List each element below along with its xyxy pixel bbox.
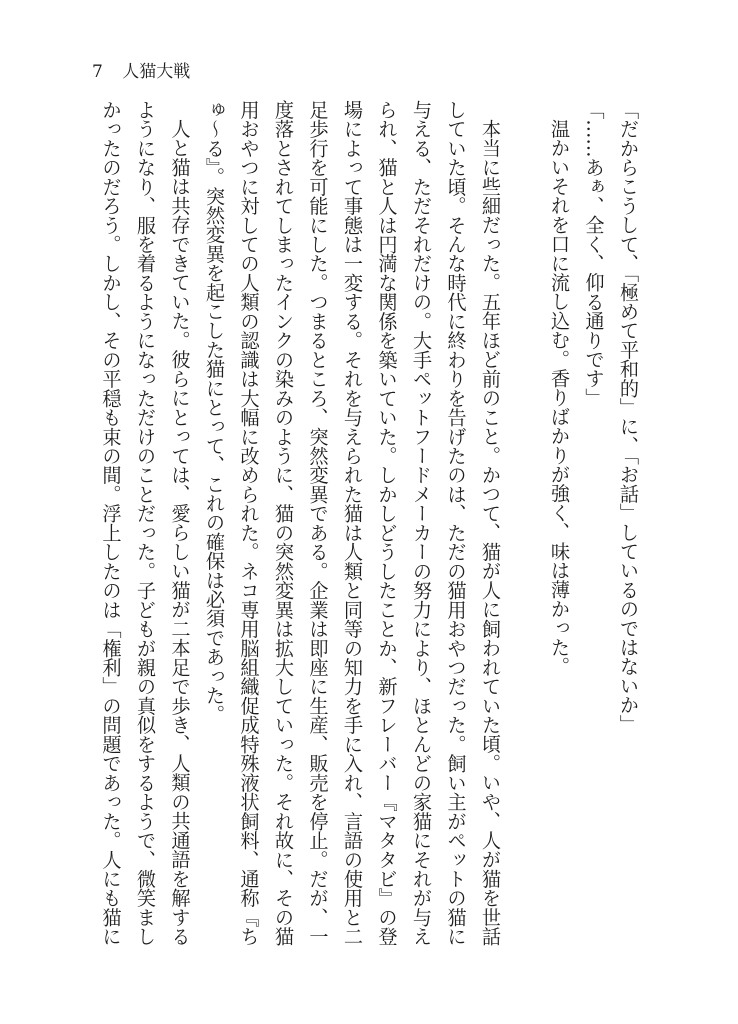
dialogue-line: 「だからこうして、「極めて平和的」に、「お話」しているのではないか」 bbox=[617, 100, 640, 734]
dialogue-line: 「……あぁ、全く、仰る通りです」 bbox=[582, 100, 606, 408]
paragraph-line: られ、猫と人は円満な関係を築いていた。しかしどうしたことか、新フレーバー『マタタビ』の登 bbox=[375, 100, 399, 946]
vertical-body-text bbox=[93, 100, 645, 946]
paragraph-line: ゅ〜る』。突然変異を起こした猫にとって、これの確保は必須であった。 bbox=[203, 100, 226, 724]
paragraph-line: 与える、ただそれだけの。大手ペットフードメーカーの努力により、ほとんどの家猫にそれが与え bbox=[410, 100, 433, 946]
paragraph-gap bbox=[507, 100, 542, 946]
chapter-title: 人猫大戦 bbox=[122, 62, 191, 82]
running-header bbox=[92, 57, 190, 82]
paragraph-line: していた頃。そんな時代に終わりを告げたのは、ただの猫用おやつだった。飼い主がペットの猫に bbox=[444, 100, 468, 946]
page-number: 7 bbox=[92, 62, 103, 82]
paragraph-line: 度落とされてしまったインクの染みのように、猫の突然変異は拡大していった。それ故に、その猫 bbox=[272, 100, 295, 946]
paragraph-line: 用おやつに対しての人類の認識は大幅に改められた。ネコ専用脳組織促成特殊液状飼料、通称『ち bbox=[237, 100, 261, 946]
paragraph-line: 本当に些細だった。五年ほど前のこと。かつて、猫が人に飼われていた頃。いや、人が猫を世話 bbox=[479, 119, 502, 946]
paragraph-line: かったのだろう。しかし、その平穏も束の間。浮上したのは「権利」の問題であった。人にも猫に bbox=[99, 100, 123, 946]
narration-line: 温かいそれを口に流し込む。香りばかりが強く、味は薄かった。 bbox=[548, 119, 571, 676]
paragraph-line: 足歩行を可能にした。つまるところ、突然変異である。企業は即座に生産、販売を停止。だが、一 bbox=[306, 100, 330, 946]
paragraph-line: 人と猫は共存できていた。彼らにとっては、愛らしい猫が二本足で歩き、人類の共通語を解する bbox=[168, 119, 192, 946]
paragraph-line: ようになり、服を着るようになっただけのことだった。子どもが親の真似をするようで、微笑まし bbox=[134, 100, 157, 946]
paragraph-line: 場によって事態は一変する。それを与えられた猫は人類と同等の知力を手に入れ、言語の使用と二 bbox=[341, 100, 364, 946]
